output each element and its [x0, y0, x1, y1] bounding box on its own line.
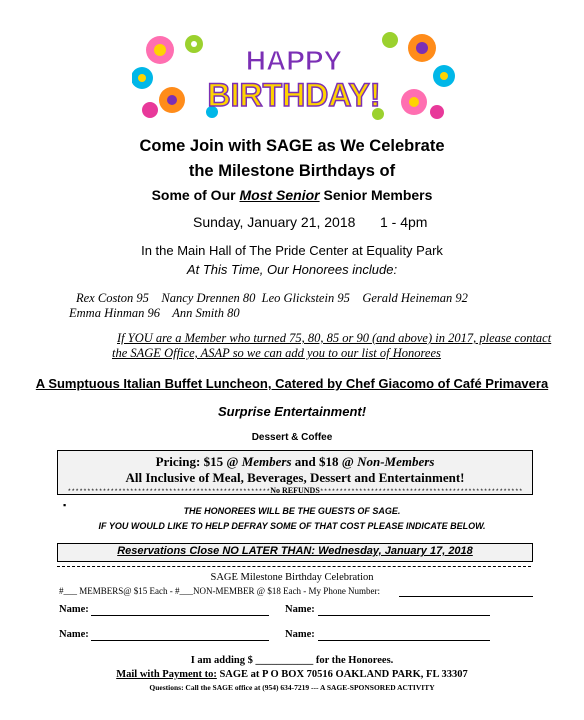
bullet-dot: ▪: [63, 500, 67, 510]
headline-emphasis: Most Senior: [239, 187, 320, 203]
name-field-4[interactable]: [318, 640, 490, 641]
honorees-intro: At This Time, Our Honorees include:: [186, 262, 398, 277]
reservations-text: Reservations Close NO LATER THAN: Wednesday, January 17, 2018: [117, 545, 473, 557]
phone-number-field[interactable]: [399, 596, 533, 597]
name-label-4: Name:: [285, 629, 315, 640]
mail-label: Mail with Payment to:: [116, 669, 217, 680]
headline-line2: the Milestone Birthdays of: [188, 162, 396, 180]
event-location: In the Main Hall of The Pride Center at Equality Park: [141, 243, 443, 258]
entertainment-text: Surprise Entertainment!: [217, 404, 367, 419]
reservations-box: [57, 543, 533, 562]
dessert-text: Dessert & Coffee: [251, 432, 333, 443]
form-members-text: #___ MEMBERS@ $15 Each - #___NON-MEMBER @ $18 Each - My Phone Number:: [59, 586, 381, 596]
honorees-row2: [69, 306, 240, 321]
member-note-line2: the SAGE Office, ASAP so we can add you to our list of Honorees: [112, 346, 441, 360]
headline-line3-pre: Some of Our: [151, 187, 240, 203]
guests-line2: IF YOU WOULD LIKE TO HELP DEFRAY SOME OF THAT COST PLEASE INDICATE BELOW.: [98, 521, 486, 531]
adding-amount-line: I am adding $ ___________ for the Honorees.: [190, 655, 394, 666]
pricing-line2: All Inclusive of Meal, Beverages, Dessert and Entertainment!: [125, 470, 465, 485]
questions-line: Questions: Call the SAGE office at (954) 634-7219 --- A SAGE-SPONSORED ACTIVITY: [149, 683, 435, 692]
form-title: SAGE Milestone Birthday Celebration: [210, 572, 374, 583]
banner-birthday-text: BIRTHDAY!: [207, 77, 381, 113]
pricing-members: Members: [241, 454, 292, 469]
name-label-2: Name:: [285, 604, 315, 615]
pricing-line1: [58, 454, 532, 470]
refunds-line: ****************************************************No REFUNDS****************************************************: [67, 486, 523, 495]
headline-line1: Come Join with SAGE as We Celebrate: [139, 137, 445, 155]
event-date: Sunday, January 21, 2018: [193, 214, 356, 230]
honoree-name: Gerald Heineman 92: [362, 291, 468, 305]
pricing-nonmembers: Non-Members: [357, 454, 435, 469]
pricing-box: [57, 450, 533, 495]
honoree-name: Nancy Drennen 80: [161, 291, 256, 305]
buffet-text: A Sumptuous Italian Buffet Luncheon, Catered by Chef Giacomo of Café Primavera: [35, 376, 549, 391]
event-time: 1 - 4pm: [380, 214, 428, 230]
name-field-2[interactable]: [318, 615, 490, 616]
honoree-name: Rex Coston 95: [76, 291, 149, 305]
happy-birthday-banner: [132, 30, 456, 120]
honoree-name: Ann Smith 80: [172, 306, 240, 320]
honorees-row1: [76, 291, 468, 306]
guests-line1: THE HONOREES WILL BE THE GUESTS OF SAGE.: [183, 506, 401, 516]
honoree-name: Leo Glickstein 95: [261, 291, 350, 305]
pricing-pre: Pricing: $15 @: [155, 454, 242, 469]
banner-happy-text: HAPPY: [245, 45, 343, 76]
name-field-1[interactable]: [91, 615, 269, 616]
form-members-line: [59, 586, 380, 596]
pricing-mid: and $18 @: [291, 454, 358, 469]
name-field-3[interactable]: [91, 640, 269, 641]
mail-address: SAGE at P O BOX 70516 OAKLAND PARK, FL 33307: [216, 669, 468, 680]
mail-line: [0, 669, 584, 680]
name-label-1: Name:: [59, 604, 89, 615]
flower-banner-graphic: [132, 30, 456, 120]
headline-line3-post: Senior Members: [319, 187, 433, 203]
cut-line: [57, 566, 531, 567]
headline-line3: [0, 187, 584, 203]
no-refunds-text: No REFUNDS: [270, 486, 320, 495]
honoree-name: Emma Hinman 96: [69, 306, 160, 320]
member-note-line1: If YOU are a Member who turned 75, 80, 85 or 90 (and above) in 2017, please contact: [117, 331, 552, 345]
name-label-3: Name:: [59, 629, 89, 640]
